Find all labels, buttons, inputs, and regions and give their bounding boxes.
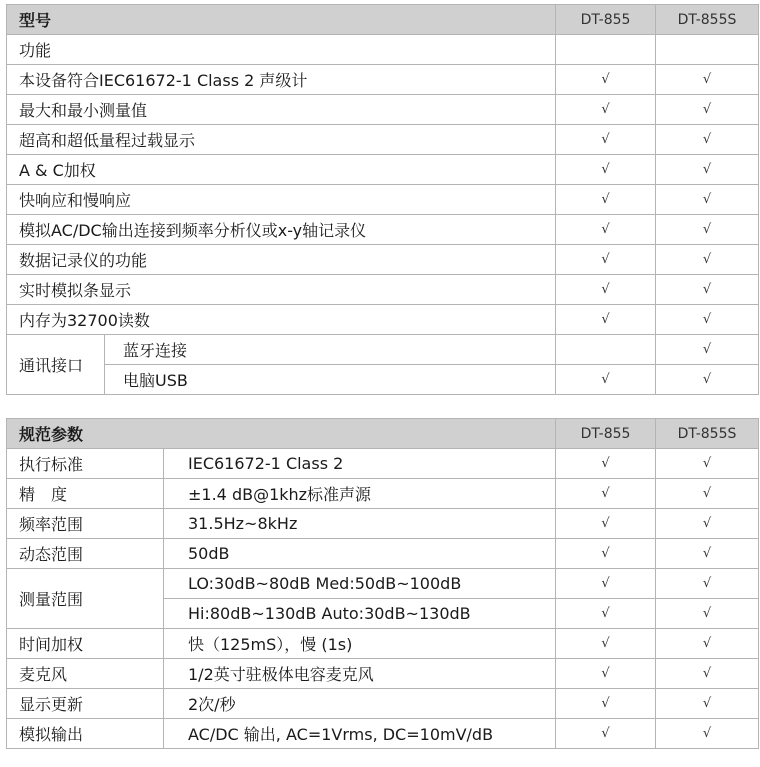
check-mark: √ <box>556 479 656 509</box>
check-mark: √ <box>656 305 759 335</box>
check-mark: √ <box>656 335 759 365</box>
check-mark: √ <box>656 185 759 215</box>
table-row <box>7 449 759 479</box>
check-mark: √ <box>656 479 759 509</box>
table-row <box>7 305 759 335</box>
feature-label: 快响应和慢响应 <box>7 185 556 215</box>
table-row <box>7 125 759 155</box>
check-mark: √ <box>656 275 759 305</box>
spec-value: 快（125mS），慢 (1s) <box>164 629 556 659</box>
check-mark: √ <box>556 449 656 479</box>
spec-label: 时间加权 <box>7 629 164 659</box>
check-mark: √ <box>656 689 759 719</box>
section-label: 功能 <box>7 35 556 65</box>
model-header-dt855: DT-855 <box>556 419 656 449</box>
check-mark: √ <box>656 449 759 479</box>
check-mark: √ <box>556 569 656 599</box>
check-mark: √ <box>556 125 656 155</box>
table-row <box>7 65 759 95</box>
comm-interface-label: 通讯接口 <box>7 335 105 395</box>
check-mark: √ <box>656 569 759 599</box>
table-row <box>7 95 759 125</box>
spec-value: 31.5Hz~8kHz <box>164 509 556 539</box>
check-mark: √ <box>556 509 656 539</box>
spec-value: Hi:80dB~130dB Auto:30dB~130dB <box>164 599 556 629</box>
table-row <box>7 215 759 245</box>
check-mark: √ <box>556 215 656 245</box>
section-row <box>7 35 759 65</box>
comm-item-label: 电脑USB <box>105 365 556 395</box>
section-empty-cell <box>556 35 656 65</box>
features-header-row <box>7 5 759 35</box>
spec-value: AC/DC 输出, AC=1Vrms, DC=10mV/dB <box>164 719 556 749</box>
check-mark: √ <box>556 305 656 335</box>
table-row <box>7 509 759 539</box>
spec-value: LO:30dB~80dB Med:50dB~100dB <box>164 569 556 599</box>
check-mark <box>556 335 656 365</box>
table-row <box>7 719 759 749</box>
model-header-dt855s: DT-855S <box>656 5 759 35</box>
check-mark: √ <box>656 215 759 245</box>
spec-label: 执行标准 <box>7 449 164 479</box>
check-mark: √ <box>556 539 656 569</box>
feature-label: 数据记录仪的功能 <box>7 245 556 275</box>
check-mark: √ <box>656 245 759 275</box>
specs-table <box>6 418 759 749</box>
check-mark: √ <box>656 95 759 125</box>
specs-header-row <box>7 419 759 449</box>
model-header-dt855: DT-855 <box>556 5 656 35</box>
spec-value: 50dB <box>164 539 556 569</box>
table-row <box>7 245 759 275</box>
check-mark: √ <box>656 365 759 395</box>
feature-label: 最大和最小测量值 <box>7 95 556 125</box>
spec-label: 精 度 <box>7 479 164 509</box>
section-empty-cell <box>656 35 759 65</box>
check-mark: √ <box>656 509 759 539</box>
check-mark: √ <box>656 65 759 95</box>
check-mark: √ <box>656 155 759 185</box>
table-row <box>7 479 759 509</box>
spec-label: 动态范围 <box>7 539 164 569</box>
table-row <box>7 689 759 719</box>
feature-label: 实时模拟条显示 <box>7 275 556 305</box>
feature-label: 内存为32700读数 <box>7 305 556 335</box>
table-row <box>7 185 759 215</box>
check-mark: √ <box>556 155 656 185</box>
check-mark: √ <box>556 599 656 629</box>
model-header-dt855s: DT-855S <box>656 419 759 449</box>
check-mark: √ <box>656 539 759 569</box>
features-header-title: 型号 <box>7 5 556 35</box>
spec-value: IEC61672-1 Class 2 <box>164 449 556 479</box>
table-row <box>7 659 759 689</box>
check-mark: √ <box>656 659 759 689</box>
check-mark: √ <box>556 185 656 215</box>
feature-label: 本设备符合IEC61672-1 Class 2 声级计 <box>7 65 556 95</box>
check-mark: √ <box>556 719 656 749</box>
feature-label: 超高和超低量程过载显示 <box>7 125 556 155</box>
comm-item-label: 蓝牙连接 <box>105 335 556 365</box>
check-mark: √ <box>556 275 656 305</box>
spec-value: ±1.4 dB@1khz标准声源 <box>164 479 556 509</box>
spec-label: 频率范围 <box>7 509 164 539</box>
check-mark: √ <box>656 125 759 155</box>
check-mark: √ <box>556 65 656 95</box>
table-row <box>7 365 759 395</box>
spec-label: 麦克风 <box>7 659 164 689</box>
table-row <box>7 335 759 365</box>
check-mark: √ <box>556 629 656 659</box>
feature-label: 模拟AC/DC输出连接到频率分析仪或x-y轴记录仪 <box>7 215 556 245</box>
check-mark: √ <box>656 719 759 749</box>
feature-label: A & C加权 <box>7 155 556 185</box>
measure-range-label: 测量范围 <box>7 569 164 629</box>
table-row <box>7 539 759 569</box>
check-mark: √ <box>556 365 656 395</box>
spec-label: 显示更新 <box>7 689 164 719</box>
check-mark: √ <box>556 659 656 689</box>
check-mark: √ <box>556 689 656 719</box>
check-mark: √ <box>556 245 656 275</box>
spec-label: 模拟输出 <box>7 719 164 749</box>
table-row <box>7 629 759 659</box>
table-row <box>7 155 759 185</box>
table-row <box>7 275 759 305</box>
check-mark: √ <box>556 95 656 125</box>
table-row <box>7 569 759 599</box>
check-mark: √ <box>656 629 759 659</box>
spec-value: 1/2英寸驻极体电容麦克风 <box>164 659 556 689</box>
specs-header-title: 规范参数 <box>7 419 556 449</box>
spec-value: 2次/秒 <box>164 689 556 719</box>
check-mark: √ <box>656 599 759 629</box>
features-table <box>6 4 759 395</box>
